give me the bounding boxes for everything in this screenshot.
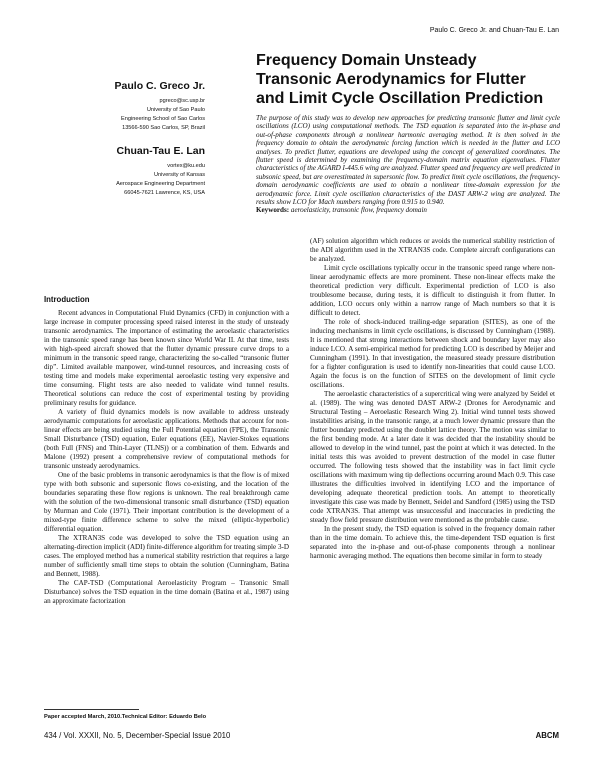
paragraph: The CAP-TSD (Computational Aeroelasticity Program – Transonic Small Disturbance) solves the TSD equation in the time domain (Batina et al., 1987) using an approximate factorization xyxy=(44,579,289,605)
author-university: University of Kansas xyxy=(154,172,205,178)
author-department: Aerospace Engineering Department xyxy=(116,181,205,187)
author-block-1 xyxy=(50,80,205,133)
abstract xyxy=(256,114,560,215)
author-department: Engineering School of Sao Carlos xyxy=(121,116,205,122)
abstract-text: The purpose of this study was to develop new approaches for predicting transonic flutter and limit cycle oscillations (LCO) using computational methods. The TSD equation is separated into the in-phase and out-of-phase components through a nonlinear harmonic averaging method. It is then solved in the frequency domain to obtain the aerodynamic forcing function which is needed in the flutter and LCO analyses. To predict flutter, equations are developed using the concept of generalized coordinates. The flutter speed is determined by examining the frequency-domain matrix equation eigenvalues. Flutter characteristics of the AGARD I-445.6 wing are analyzed. Flutter speed and frequency are well predicted in subsonic speed, but are overestimated in supersonic flow. To predict limit cycle oscillations, the frequency-domain aerodynamic coefficients are used to obtain a nonlinear time-domain expression for the aerodynamic force. Limit cycle oscillation characteristics of the DAST ARW-2 wing are analyzed. The results show LCO for Mach numbers ranging from 0.915 to 0.940. xyxy=(256,114,560,207)
title-line: Frequency Domain Unsteady xyxy=(256,52,477,69)
paragraph: The aeroelastic characteristics of a supercritical wing were analyzed by Seidel et al. (1989). The wing was denoted DAST ARW-2 (Drones for Aerodynamic and Structural Testing – Aeroelastic Research Wing 2). Initial wind tunnel tests showed instabilities arising, in the transonic range, at a much lower dynamic pressure than the flutter boundary predicted using the doublet lattice theory. The motion was similar to the first bending mode. At a later date it was decided that the instability should be allowed to develop in the wind tunnel, past the point at which it was detected. In the initial tests this was avoided to prevent destruction of the model in case flutter occurred. The following tests showed that the instability was in fact limit cycle oscillations with maximum wing tip deflections occurring around Mach 0.9. This case illustrates the difficulties involved in identifying LCO and the importance of developing adequate theoretical prediction tools. An attempt to theoretically investigate this case was made by Bennett, Seidel and Sandford (1985) using the TSD code XTRAN3S. That attempt was unsuccessful and inaccuracies in predicting the steady flow field pressure distribution were mentioned as the probable cause. xyxy=(310,390,555,524)
author-university: University of Sao Paulo xyxy=(146,107,205,113)
keywords-label: Keywords: xyxy=(256,206,290,215)
author-address: 13566-590 Sao Carlos, SP, Brazil xyxy=(122,125,205,131)
title-line: Transonic Aerodynamics for Flutter xyxy=(256,71,526,88)
paragraph: (AF) solution algorithm which reduces or avoids the numerical stability restriction of the ADI algorithm used in the XTRAN3S code. Complete aircraft configurations can be analyzed. xyxy=(310,237,555,263)
paragraph: A variety of fluid dynamics models is now available to address unsteady aerodynamic computations for aeroelastic applications. Methods that account for non-linear effects are being studied using the Full Potential equation (FPE), the Transonic Small Disturbance (TSD) equation, Euler equations (EE), Navier-Stokes equations (both Full (FNS) and Thin-Layer (TLNS)) or a combination of them. Edwards and Malone (1992) present a comprehensive review of computational methods for transonic unsteady aerodynamics. xyxy=(44,408,289,470)
footer-page-info: 434 / Vol. XXXII, No. 5, December-Special Issue 2010 xyxy=(44,731,231,740)
footer-journal-brand: ABCM xyxy=(535,731,559,740)
author-block-2 xyxy=(50,145,205,198)
footnote: Paper accepted March, 2010.Technical Editor: Eduardo Belo xyxy=(44,714,207,720)
running-head: Paulo C. Greco Jr. and Chuan-Tau E. Lan xyxy=(429,27,559,34)
paragraph: Limit cycle oscillations typically occur in the transonic speed range where non-linear aerodynamic effects are more prominent. These non-linear effects make the theoretical prediction very difficult. Experimental prediction of LCO is also troublesome because, during tests, it is difficult to distinguish it from flutter. In addition, LCO occurs only within a narrow range of Mach numbers so that it is difficult to detect. xyxy=(310,264,555,317)
paragraph: The role of shock-induced trailing-edge separation (SITES), as one of the inducing mechanisms in limit cycle oscillations, is discussed by Cunningham (1988). It is mentioned that strong interactions between shock and boundary layer may also induce LCO. A semi-empirical method for predicting LCO is described by Meijer and Cunningham (1991). In that investigation, the measured steady pressure distribution for a fighter configuration is used to identify non-linearities that could cause LCO. Again the focus is on the function of SITES on the development of limit cycle oscillations. xyxy=(310,318,555,389)
footnote-divider xyxy=(44,709,139,710)
paragraph: The XTRAN3S code was developed to solve the TSD equation using an alternating-direction implicit (ADI) finite-difference algorithm for treating simple 3-D cases. The employed method has a numerical stability restriction that requires a large number of sufficiently small time steps to obtain the solution (Cunningham, Batina and Bennett, 1988). xyxy=(44,534,289,578)
author-name: Chuan-Tau E. Lan xyxy=(116,145,205,157)
right-column xyxy=(310,237,555,561)
author-name: Paulo C. Greco Jr. xyxy=(114,80,205,92)
left-column xyxy=(44,295,289,606)
paragraph: Recent advances in Computational Fluid Dynamics (CFD) in conjunction with a large increase in computer processing speed raised interest in the study of unsteady transonic aerodynamics. The importance of estimating the aeroelastic characteristics in the transonic speed range has been known since World War II. At that time, tests with high-speed aircraft showed that the flutter dynamic pressure curve drops to a minimum in the transonic speed range, characterizing the so-called “transonic flutter dip”. Limited available manpower, wind-tunnel resources, and increasing costs of testing time and models make experimental aeroelastic testing very expensive and time consuming. Flight tests are also needed to validate wind tunnel results. Theoretical solutions can reduce the cost of experimental testing by providing preliminary results for guidance. xyxy=(44,309,289,407)
author-address: 66045-7621 Lawrence, KS, USA xyxy=(124,190,205,196)
paragraph: One of the basic problems in transonic aerodynamics is that the flow is of mixed type with both subsonic and supersonic flows co-existing, and the location of the boundaries separating these flow regions is unknown. The real breakthrough came with the solution of the two-dimensional transonic small disturbance (TSD) equation by Murman and Cole (1971). Their important contribution is the development of a mixed-type finite difference scheme to solve the mixed (elliptic-hyperbolic) differential equation. xyxy=(44,471,289,533)
paragraph: In the present study, the TSD equation is solved in the frequency domain rather than in the time domain. To achieve this, the time-dependent TSD equation is first separated into the in-phase and out-of-phase components through a nonlinear harmonic averaging method. The equations then become similar in form to steady xyxy=(310,525,555,560)
paper-title xyxy=(256,51,566,108)
author-email: pgreco@sc.usp.br xyxy=(159,98,205,104)
keywords-text: aeroelasticity, transonic flow, frequency domain xyxy=(290,206,427,215)
section-heading-introduction: Introduction xyxy=(44,295,90,304)
title-line: and Limit Cycle Oscillation Prediction xyxy=(256,90,544,107)
author-email: vortex@ku.edu xyxy=(167,163,205,169)
